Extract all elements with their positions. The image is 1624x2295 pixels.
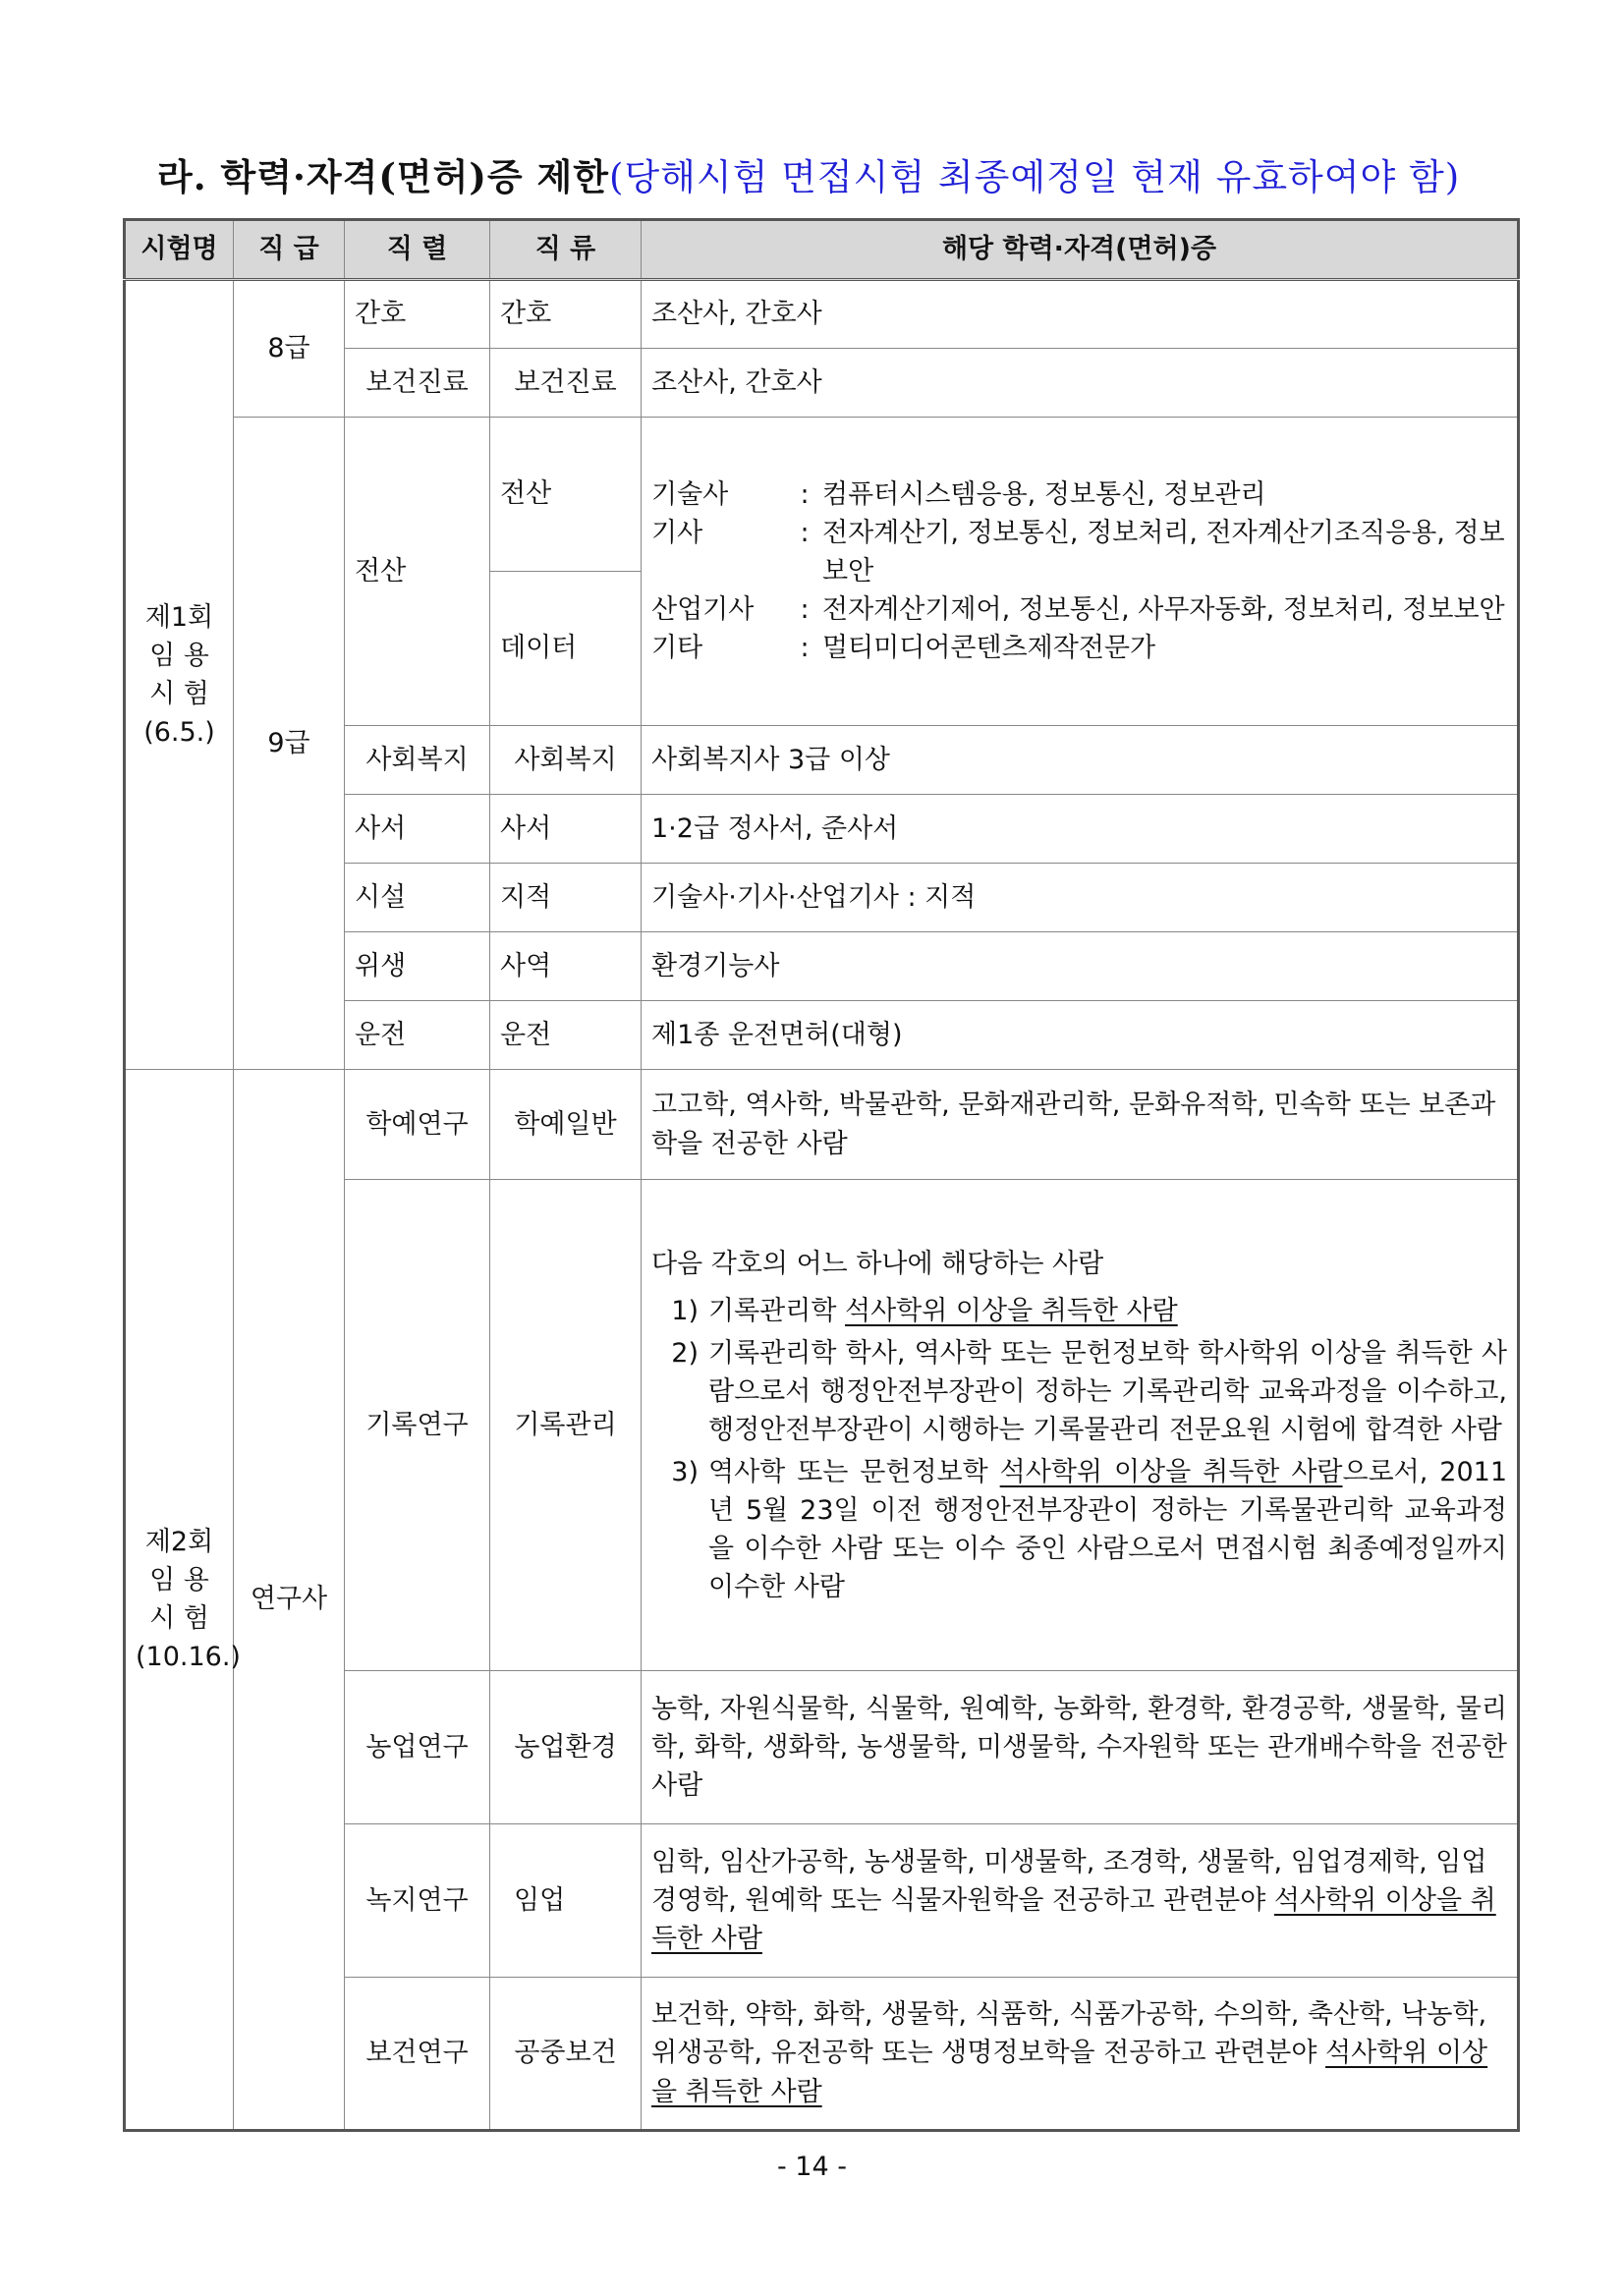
cert-value: 컴퓨터시스템응용, 정보통신, 정보관리 (822, 478, 1266, 510)
cert-label: 기타 (651, 633, 703, 664)
class-records: 기록관리 (490, 1180, 642, 1671)
grade-9: 9급 (234, 418, 345, 1070)
series-green: 녹지연구 (345, 1824, 490, 1978)
qual-curator: 고고학, 역사학, 박물관학, 문화재관리학, 문화유적학, 민속학 또는 보존과학을 전공한 사람 (642, 1070, 1519, 1180)
qualification-table (123, 218, 1520, 2132)
records-item-3: 3) 역사학 또는 문헌정보학 석사학위 이상을 취득한 사람으로서, 2011년 5월 23일 이전 행정안전부장관이 정하는 기록물관리학 교육과정을 이수한 사람 또는 이수 중인 사람으로서 면접시험 최종예정일까지 이수한 사람 (671, 1457, 1508, 1603)
heading-main: 라. 학력·자격(면허)증 제한 (157, 155, 609, 198)
qual-records (642, 1180, 1519, 1671)
header-exam: 시험명 (125, 220, 234, 280)
records-intro: 다음 각호의 어느 하나에 해당하는 사람 (651, 1249, 1104, 1280)
page-number: - 14 - (776, 2152, 847, 2182)
class-driving: 운전 (490, 1001, 642, 1070)
exam1-line4: (6.5.) (143, 717, 215, 749)
records-item-1: 1) 기록관리학 석사학위 이상을 취득한 사람 (671, 1295, 1178, 1326)
qual-welfare: 사회복지사 3급 이상 (642, 726, 1519, 795)
header-series: 직 렬 (345, 220, 490, 280)
header-class: 직 류 (490, 220, 642, 280)
class-green: 임업 (490, 1824, 642, 1978)
exam1-cell (125, 280, 234, 1070)
class-health-care: 보건진료 (490, 349, 642, 418)
class-facility: 지적 (490, 864, 642, 932)
grade-8: 8급 (234, 280, 345, 418)
class-health-research: 공중보건 (490, 1978, 642, 2131)
series-welfare: 사회복지 (345, 726, 490, 795)
grade-researcher: 연구사 (234, 1070, 345, 2131)
qual-agri: 농학, 자원식물학, 식물학, 원예학, 농화학, 환경학, 환경공학, 생물학, 물리학, 화학, 생화학, 농생물학, 미생물학, 수자원학 또는 관개배수학을 전공한 사람 (642, 1671, 1519, 1824)
series-health-care: 보건진료 (345, 349, 490, 418)
exam2-line4: (10.16.) (136, 1642, 241, 1673)
qual-computer (642, 418, 1519, 726)
series-hygiene: 위생 (345, 932, 490, 1001)
cert-value: 전자계산기제어, 정보통신, 사무자동화, 정보처리, 정보보안 (822, 594, 1505, 626)
qual-health-care: 조산사, 간호사 (642, 349, 1519, 418)
exam1-line3: 시 험 (149, 679, 209, 709)
exam1-line1: 제1회 (144, 601, 214, 633)
cert-label: 산업기사 (651, 594, 755, 626)
cert-label: 기술사 (651, 478, 729, 510)
cert-row: 기술사 : 컴퓨터시스템응용, 정보통신, 정보관리 (651, 476, 1507, 514)
series-nursing: 간호 (345, 280, 490, 349)
qual-health-research: 보건학, 약학, 화학, 생물학, 식품학, 식품가공학, 수의학, 축산학, 낙농학, 위생공학, 유전공학 또는 생명정보학을 전공하고 관련분야 석사학위 이상을 취득한 사람 (642, 1978, 1519, 2131)
table-row (125, 418, 1519, 572)
table-header-row (125, 220, 1519, 280)
qual-librarian: 1·2급 정사서, 준사서 (642, 795, 1519, 864)
header-qualification: 해당 학력·자격(면허)증 (642, 220, 1519, 280)
series-health-research: 보건연구 (345, 1978, 490, 2131)
qual-facility: 기술사·기사·산업기사 : 지적 (642, 864, 1519, 932)
table-row (125, 1070, 1519, 1180)
qual-green: 임학, 임산가공학, 농생물학, 미생물학, 조경학, 생물학, 임업경제학, 임업경영학, 원예학 또는 식물자원학을 전공하고 관련분야 석사학위 이상을 취득한 사람 (642, 1824, 1519, 1978)
class-agri: 농업환경 (490, 1671, 642, 1824)
series-computer: 전산 (345, 418, 490, 726)
cert-label: 기사 (651, 517, 703, 548)
cert-row: 기사 : 전자계산기, 정보통신, 정보처리, 전자계산기조직응용, 정보보안 (651, 514, 1507, 590)
exam2-line3: 시 험 (149, 1603, 209, 1634)
qual-hygiene: 환경기능사 (642, 932, 1519, 1001)
series-librarian: 사서 (345, 795, 490, 864)
cert-row: 산업기사 : 전자계산기제어, 정보통신, 사무자동화, 정보처리, 정보보안 (651, 590, 1507, 629)
series-records: 기록연구 (345, 1180, 490, 1671)
records-item-2: 2) 기록관리학 학사, 역사학 또는 문헌정보학 학사학위 이상을 취득한 사람으로서 행정안전부장관이 정하는 기록관리학 교육과정을 이수하고, 행정안전부장관이 시행하는 기록물관리 전문요원 시험에 합격한 사람 (671, 1337, 1507, 1445)
header-grade: 직 급 (234, 220, 345, 280)
class-data: 데이터 (490, 572, 642, 726)
class-nursing: 간호 (490, 280, 642, 349)
exam2-line2: 임 용 (149, 1564, 209, 1595)
exam2-line1: 제2회 (144, 1526, 214, 1557)
class-computer: 전산 (490, 418, 642, 572)
cert-value: 전자계산기, 정보통신, 정보처리, 전자계산기조직응용, 정보보안 (822, 517, 1505, 587)
series-agri: 농업연구 (345, 1671, 490, 1824)
class-curator: 학예일반 (490, 1070, 642, 1180)
qual-driving: 제1종 운전면허(대형) (642, 1001, 1519, 1070)
heading-note: (당해시험 면접시험 최종예정일 현재 유효하여야 함) (608, 156, 1461, 198)
series-curator: 학예연구 (345, 1070, 490, 1180)
table-row (125, 280, 1519, 349)
section-heading (157, 147, 1533, 200)
class-hygiene: 사역 (490, 932, 642, 1001)
cert-row: 기타 : 멀티미디어콘텐츠제작전문가 (651, 629, 1507, 667)
exam2-cell (125, 1070, 241, 2131)
class-librarian: 사서 (490, 795, 642, 864)
exam1-line2: 임 용 (149, 640, 209, 671)
series-facility: 시설 (345, 864, 490, 932)
series-driving: 운전 (345, 1001, 490, 1070)
class-welfare: 사회복지 (490, 726, 642, 795)
cert-value: 멀티미디어콘텐츠제작전문가 (822, 633, 1156, 664)
qual-nursing: 조산사, 간호사 (642, 280, 1519, 349)
